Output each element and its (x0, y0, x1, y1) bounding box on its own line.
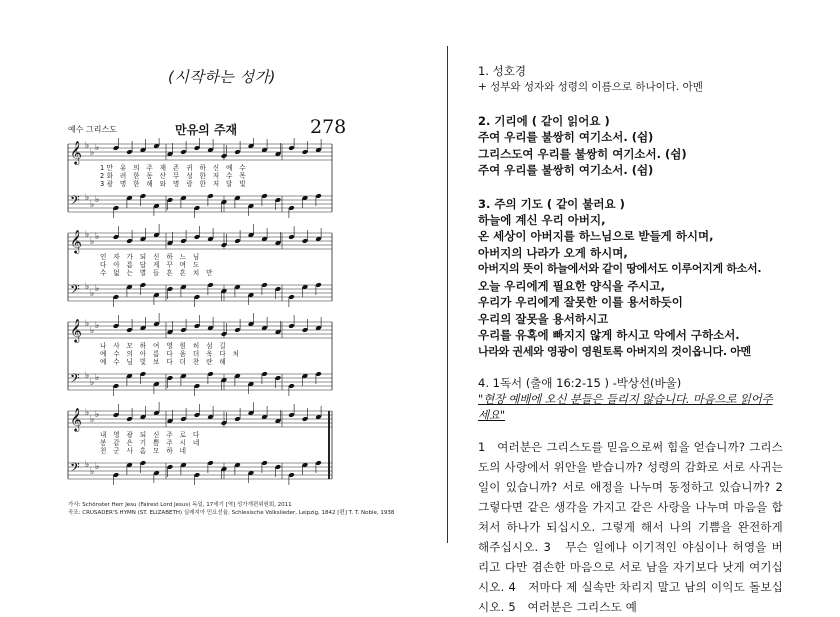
flat-icon: ♭ (95, 321, 100, 331)
order-of-service (478, 63, 795, 617)
bass-clef-icon: 𝄢 (70, 460, 80, 478)
section-line: 나라와 권세와 영광이 영원토록 아버지의 것이옵니다. 아멘 (478, 344, 751, 358)
section-lords-prayer (478, 196, 783, 361)
flat-icon: ♭ (95, 143, 100, 153)
hymn-number: 278 (310, 116, 347, 138)
section-heading: 4. 1독서 (출애 16:2-15 ) -박상선(바울) (478, 376, 682, 390)
flat-icon: ♭ (85, 408, 90, 418)
section-line: 우리를 유혹에 빠지지 않게 하시고 악에서 구하소서. (478, 328, 740, 342)
section-line: 주여 우리를 불쌍히 여기소서. (쉼) (478, 130, 654, 144)
hymn-credit-tune: 곡조: CRUSADER'S HYMN (ST. ELIZABETH) 실레지아 민요선율, Schlesische Volkslieder, Leipzig, 1842 [편] T. T. Noble, 1938 (68, 510, 395, 516)
hymn-credit-text: 가사: Schönster Herr Jesu (Fairest Lord Jesus) 독일, 17세기 [역] 성가개편위원회, 2011 (68, 502, 292, 508)
section-line: 그리스도여 우리를 불쌍히 여기소서. (쉼) (478, 146, 687, 161)
flat-icon: ♭ (90, 378, 95, 388)
flat-icon: ♭ (85, 230, 90, 240)
lyric-line: 천 군 사 흠 모 하 네 (100, 447, 189, 455)
lyric-line: 인 자 가 되 신 하 느 님 (100, 253, 202, 261)
flat-icon: ♭ (90, 467, 95, 477)
bass-clef-icon: 𝄢 (70, 193, 80, 211)
section-heading: 3. 주의 기도 ( 같이 불러요 ) (478, 196, 625, 211)
section-kyrie (478, 113, 783, 179)
section-heading: 1. 성호경 (478, 64, 526, 78)
section-line: 주여 우리를 불쌍히 여기소서. (쉼) (478, 163, 654, 177)
flat-icon: ♭ (85, 319, 90, 329)
treble-clef-icon: 𝄞 (70, 229, 82, 253)
flat-icon: ♭ (95, 232, 100, 242)
flat-icon: ♭ (85, 193, 90, 203)
section-line: 온 세상이 아버지를 하느님으로 받들게 하시며, (478, 229, 714, 243)
section-line: 우리의 잘못을 용서하시고 (478, 311, 609, 326)
music-score (60, 138, 340, 498)
flat-icon: ♭ (90, 148, 95, 158)
lyric-line: 나 사 모 하 여 영 원 히 섬 길 (100, 342, 229, 350)
lyric-line: 예 수 님 빛 보 다 더 찬 란 해 (100, 358, 229, 366)
lyric-line: 다 아 름 답 게 꾸 며 도 (100, 261, 202, 269)
section-line: 아버지의 뜻이 하늘에서와 같이 땅에서도 이루어지게 하소서. (478, 262, 762, 275)
lyric-line: 예 수 의 아 름 다 움 더 욱 다 처 (100, 350, 242, 358)
flat-icon: ♭ (95, 410, 100, 420)
section-line: 오늘 우리에게 필요한 양식을 주시고, (478, 278, 666, 293)
flat-icon: ♭ (85, 460, 90, 470)
reading-note: "현장 예배에 오신 분들은 들리지 않습니다. 마음으로 읽어주세요" (478, 392, 773, 422)
section-line: 우리가 우리에게 잘못한 이를 용서하듯이 (478, 295, 683, 309)
section-line: 하늘에 계신 우리 아버지, (478, 212, 606, 227)
lyric-line: 3광 명 한 해 와 명 랑 한 저 달 빛 (100, 180, 249, 188)
treble-clef-icon: 𝄞 (70, 318, 82, 342)
hymn-subject: 예수 그리스도 (68, 125, 117, 134)
flat-icon: ♭ (95, 284, 100, 294)
bass-clef-icon: 𝄢 (70, 282, 80, 300)
lyric-line: 1만 유 의 주 재 존 귀 하 신 예 수 (100, 164, 249, 172)
flat-icon: ♭ (90, 415, 95, 425)
flat-icon: ♭ (90, 326, 95, 336)
flat-icon: ♭ (95, 462, 100, 472)
lyric-line: 2화 려 한 동 산 무 성 한 저 수 목 (100, 172, 249, 180)
hymn-title: 만유의 주재 (175, 123, 238, 137)
lyric-line: 내 영 광 되 신 주 로 다 (100, 431, 202, 439)
section-first-reading (478, 375, 795, 617)
flat-icon: ♭ (95, 195, 100, 205)
treble-clef-icon: 𝄞 (70, 140, 82, 164)
bass-clef-icon: 𝄢 (70, 371, 80, 389)
treble-clef-icon: 𝄞 (70, 407, 82, 431)
lyric-line: 봉 같 은 기 쁨 주 시 네 (100, 439, 202, 447)
page-divider (447, 46, 448, 543)
section-sign-of-cross (478, 63, 783, 95)
flat-icon: ♭ (85, 282, 90, 292)
opening-hymn-title: (시작하는 성가) (168, 68, 276, 86)
flat-icon: ♭ (90, 289, 95, 299)
flat-icon: ♭ (90, 200, 95, 210)
flat-icon: ♭ (95, 373, 100, 383)
flat-icon: ♭ (85, 141, 90, 151)
lyric-line: 수 없 는 별 들 흔 흔 치 만 (100, 269, 215, 277)
reading-text: 1 여러분은 그리스도를 믿음으로써 힘을 얻습니까? 그리스도의 사랑에서 위안을 받습니까? 성령의 감화로 서로 사귀는 일이 있습니까? 서로 애정을 나누며 동정하고 있습니까? 2 그렇다면 같은 생각을 가지고 같은 사랑을 나누며 마음을 합쳐서 하나가 되십시오. 그렇게 해서 나의 기쁨을 완전하게 해주십시오. 3 무슨 일에나 이기적인 야심이나 허영을 버리고 다만 겸손한 마음으로 서로 남을 자기보다 낫게 여기십시오. 4 저마다 제 실속만 차리지 말고 남의 이익도 돌보십시오. 5 여러분은 그리스도 예 (478, 440, 795, 614)
flat-icon: ♭ (85, 371, 90, 381)
flat-icon: ♭ (90, 237, 95, 247)
section-line: 아버지의 나라가 오게 하시며, (478, 245, 628, 260)
section-line: + 성부와 성자와 성령의 이름으로 하나이다. 아멘 (478, 81, 703, 93)
section-heading: 2. 기리에 ( 같이 읽어요 ) (478, 114, 610, 128)
